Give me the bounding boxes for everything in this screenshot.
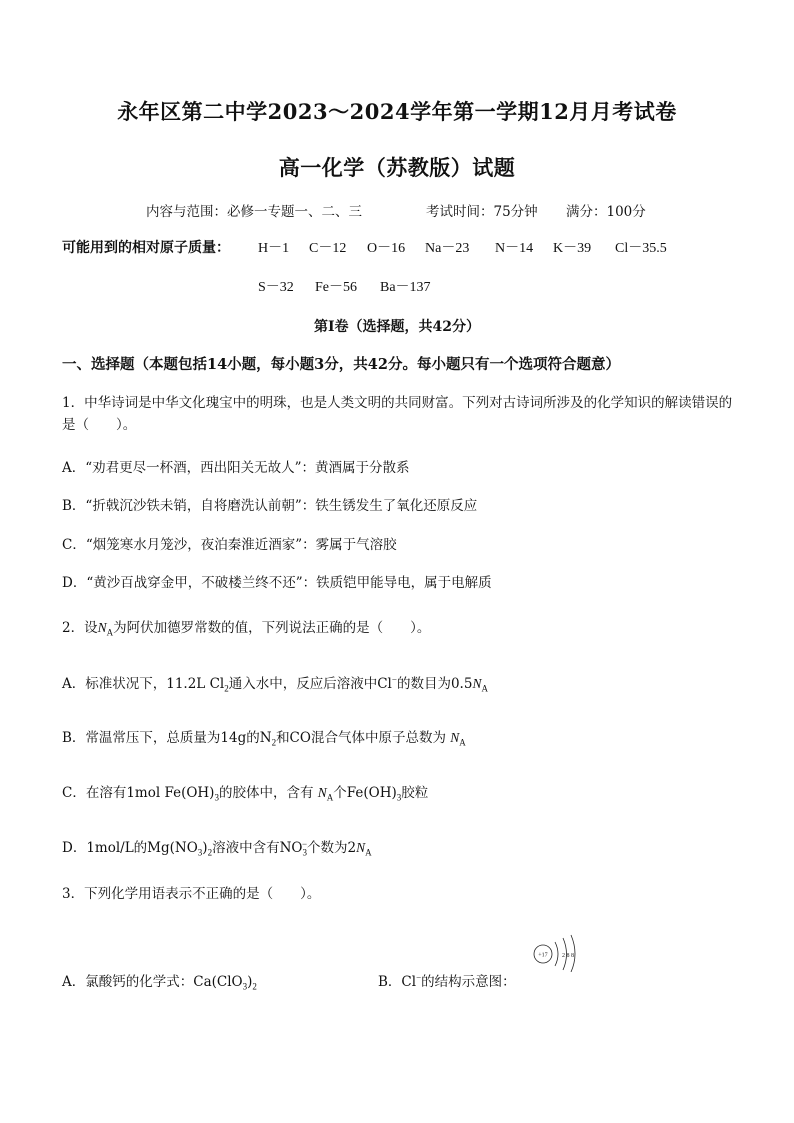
question-1-option-b: B．“折戟沉沙铁未销，自将磨洗认前朝”：铁生锈发生了氧化还原反应 [62,498,478,514]
option-text: 的数目为0.5 [396,676,473,692]
avogadro-symbol: N [450,730,460,745]
question-1-stem: 1．中华诗词是中华文化瑰宝中的明珠，也是人类文明的共同财富。下列对古诗词所涉及的化学知识的解读错误的是（ ）。 [62,395,733,433]
question-2-option-c: C．在溶有1mol $Fe(OH)_3$的胶体中，含有 $N_A$个$Fe(OH)_3$胶粒 [62,785,429,803]
avogadro-subscript: A [481,683,488,694]
chloride-ion-structure-diagram [528,932,588,972]
atomic-mass: Cl－35.5 [615,241,667,256]
avogadro-subscript: A [365,847,372,858]
q2-stem-prefix: 2．设 [62,620,98,636]
question-3-option-b: B．Cl−的结构示意图： [378,972,516,990]
option-text: D．1mol/L的Mg(NO [62,840,198,856]
question-2-option-b: B．常温常压下，总质量为14g的$N_2$和CO混合气体中原子总数为 $N_A$ [62,730,466,748]
exam-title: 永年区第二中学2023～2024学年第一学期12月月考试卷 [117,99,677,124]
option-text: 个数为2 [307,840,357,856]
option-text: ) [247,974,253,990]
option-text: 的结构示意图： [421,974,516,990]
option-text: B．常温常压下，总质量为14g的N [62,730,272,746]
question-2-option-d: D．1mol/L的$Mg(NO_3)_2$溶液中含有$NO_3^-$个数为$2N_A$ [62,838,372,858]
exam-time: 考试时间：75分钟 [426,204,538,220]
avogadro-symbol: N [472,676,482,691]
question-2-option-a: A．标准状况下，11.2L $Cl_2$通入水中，反应后溶液中Cl−的数目为$0.5N_A$ [62,674,488,694]
q2-stem-suffix: 为阿伏加德罗常数的值，下列说法正确的是（ ）。 [113,620,431,636]
question-1-option-d: D．“黄沙百战穿金甲，不破楼兰终不还”：铁质铠甲能导电，属于电解质 [62,575,492,591]
avogadro-subscript: A [106,627,114,638]
nucleus-charge: +17 [538,952,548,959]
avogadro-symbol: N [97,620,107,635]
option-text: ) [202,840,208,856]
exam-score: 满分：100分 [566,204,646,220]
atomic-mass: Ba－137 [380,280,431,295]
question-2-stem [62,616,430,638]
atomic-masses-label: 可能用到的相对原子质量： [62,240,230,256]
atomic-mass: S－32 [258,280,294,295]
avogadro-subscript: A [326,792,334,803]
exam-scope: 内容与范围：必修一专题一、二、三 [146,204,362,220]
avogadro-symbol: N [356,840,366,855]
option-text: 个Fe(OH) [333,785,397,801]
question-3-stem: 3．下列化学用语表示不正确的是（ ）。 [62,886,321,902]
option-text: 的胶体中，含有 [218,785,314,801]
option-text: C．在溶有1mol Fe(OH) [62,785,215,801]
atomic-mass: H－1 [258,241,290,256]
atomic-mass: Na－23 [425,241,470,256]
atomic-mass: N－14 [495,241,534,256]
exam-subtitle: 高一化学（苏教版）试题 [278,155,516,180]
option-text: 通入水中，反应后溶液中Cl [228,676,392,692]
option-text: A．氯酸钙的化学式：Ca(ClO [62,974,243,990]
atomic-mass: O－16 [367,241,406,256]
option-text: 胶粒 [401,785,429,801]
option-text: 和CO混合气体中原子总数为 [276,730,446,746]
atomic-mass: Fe－56 [315,280,357,295]
avogadro-symbol: N [317,785,327,800]
avogadro-subscript: A [459,737,466,748]
atomic-mass: C－12 [309,241,347,256]
option-text: A．标准状况下，11.2L Cl [62,676,225,692]
option-text: 溶液中含有NO [212,840,303,856]
electron-counts: 2 8 8 [562,953,574,959]
electron-shell-arc [555,942,558,966]
option-text: B．Cl [378,974,417,990]
atomic-mass: K－39 [553,241,592,256]
question-1-option-a: A．“劝君更尽一杯酒，西出阳关无故人”：黄酒属于分散系 [62,460,410,476]
part-title: 第Ⅰ卷（选择题，共42分） [313,319,481,335]
section-title: 一、选择题（本题包括14小题，每小题3分，共42分。每小题只有一个选项符合题意） [62,356,620,373]
question-3-option-a: A．氯酸钙的化学式：$Ca(ClO_3)_2$ [62,974,257,992]
question-1-option-c: C．“烟笼寒水月笼沙，夜泊秦淮近酒家”：雾属于气溶胶 [62,537,397,553]
